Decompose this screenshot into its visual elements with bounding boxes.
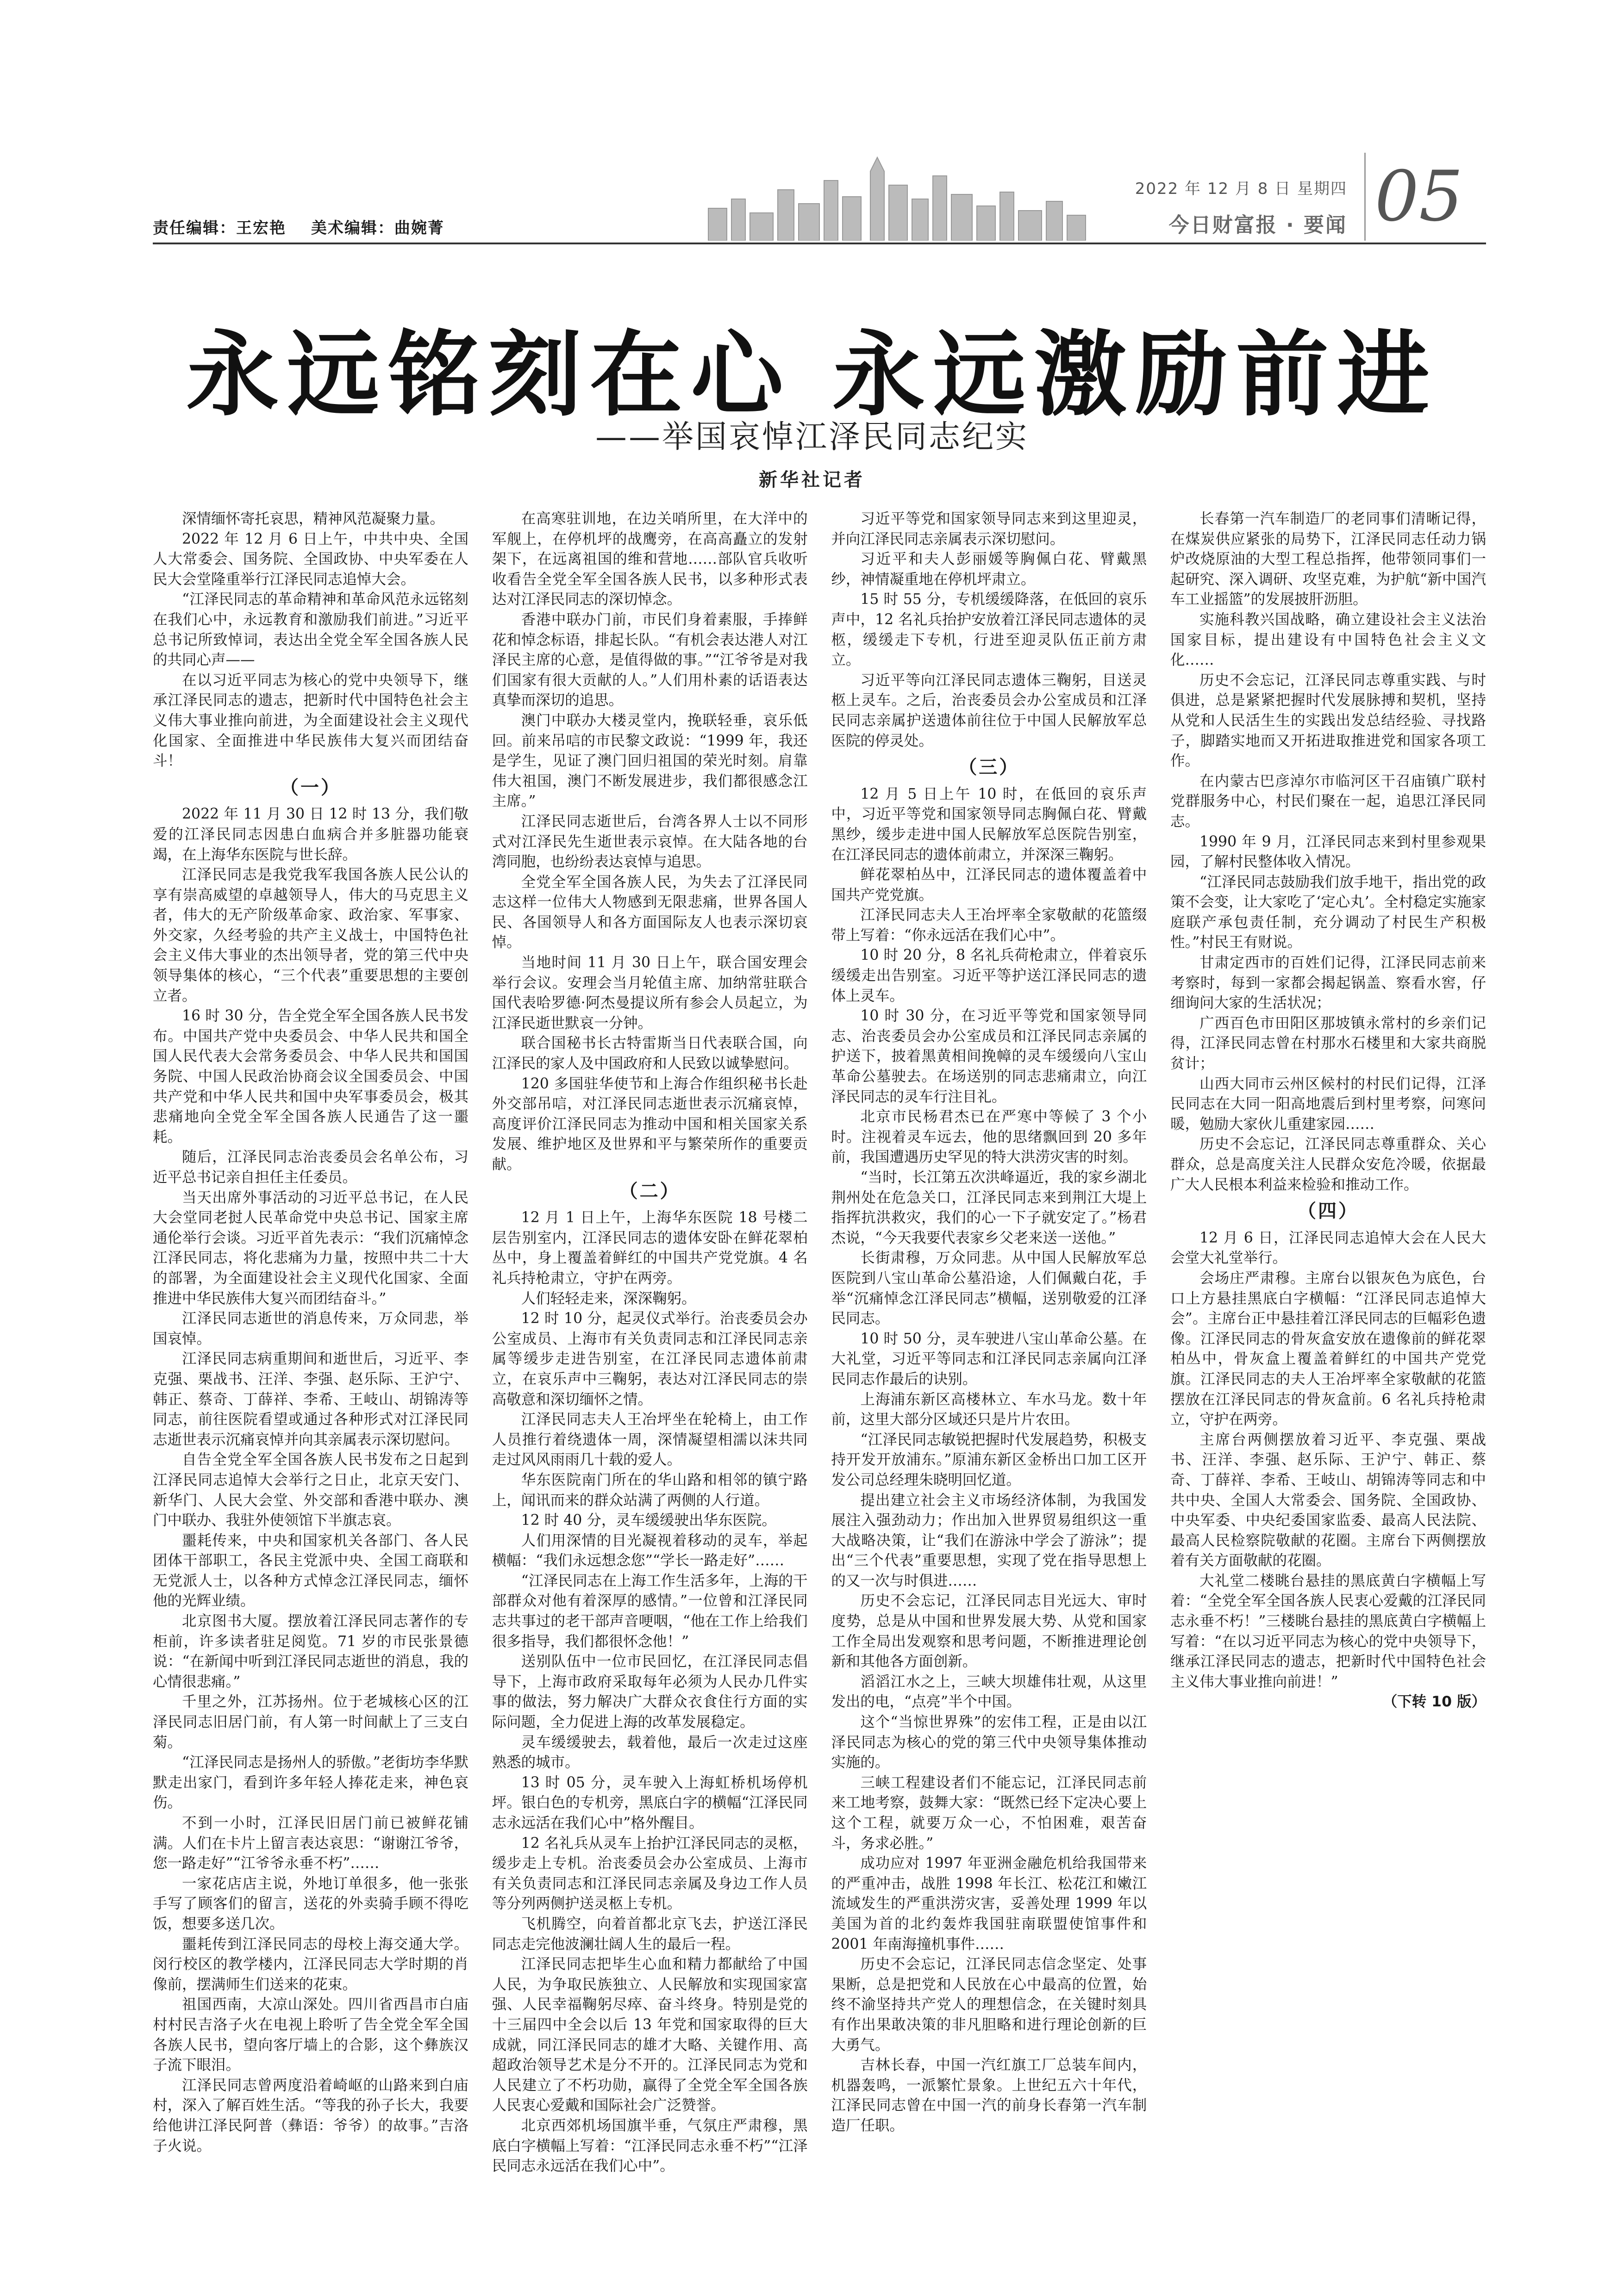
article-headline: 永远铭刻在心 永远激励前进 [186,321,1438,429]
section-heading: （四） [1297,1201,1359,1222]
article-paragraph: 千里之外，江苏扬州。位于老城核心区的江泽民同志旧居门前，有人第一时间献上了三支白菊。 [153,1693,468,1751]
article-paragraph: 历史不会忘记，江泽民同志尊重实践、与时俱进，总是紧紧把握时代发展脉搏和契机，坚持从党和人民活生生的实践出发总结经验、寻找路子，脚踏实地而又开拓进取推进党和国家各项工作。 [1170,672,1486,770]
article-paragraph: 习近平等党和国家领导同志来到这里迎灵，并向江泽民同志亲属表示深切慰问。 [831,510,1147,548]
article-paragraph: 甘肃定西市的百姓们记得，江泽民同志前来考察时，每到一家都会揭起锅盖、察看水窖，仔细询问大家的生活状况； [1170,954,1486,1012]
article-paragraph: 15 时 55 分，专机缓缓降落，在低回的哀乐声中，12 名礼兵抬护安放着江泽民同志遗体的灵柩，缓缓走下专机，行进至迎灵队伍正前方肃立。 [831,591,1147,669]
article-paragraph: 深情缅怀寄托哀思，精神风范凝聚力量。 [182,510,445,527]
article-paragraph: 山西大同市云州区候村的村民们记得，江泽民同志在大同一阳高地震后到村里考察，问寒问暖，勉励大家伙儿重建家园…… [1170,1075,1486,1132]
article-paragraph: 北京市民杨君杰已在严寒中等候了 3 个小时。注视着灵车远去，他的思绪飘回到 20 多年前，我国遭遇历史罕见的特大洪涝灾害的时刻。 [831,1108,1147,1166]
header-rule [153,243,1486,244]
article-paragraph: 不到一小时，江泽民旧居门前已被鲜花铺满。人们在卡片上留言表达哀思：“谢谢江爷爷，您一路走好”“江爷爷永垂不朽”…… [153,1815,468,1872]
article-paragraph: 人们用深情的目光凝视着移动的灵车，举起横幅：“我们永远想念您”“学长一路走好”…… [492,1532,808,1569]
article-paragraph: 12 月 6 日，江泽民同志追悼大会在人民大会堂大礼堂举行。 [1170,1229,1486,1267]
article-paragraph: 主席台两侧摆放着习近平、李克强、栗战书、汪洋、李强、赵乐际、王沪宁、韩正、蔡奇、丁薛祥、李希、王岐山、胡锦涛等同志和中共中央、全国人大常委会、国务院、全国政协、中央军委、中央纪委国家监委、最高人民法院、最高人民检察院敬献的花圈。主席台下两侧摆放着有关方面敬献的花圈。 [1170,1431,1486,1569]
article-paragraph: 吉林长春，中国一汽红旗工厂总装车间内，机器轰鸣，一派繁忙景象。上世纪五六十年代，江泽民同志曾在中国一汽的前身长春第一汽车制造厂任职。 [831,2057,1147,2134]
article-paragraph: 人们轻轻走来，深深鞠躬。 [521,1290,696,1307]
article-paragraph: 江泽民同志是我党我军我国各族人民公认的享有崇高威望的卓越领导人，伟大的马克思主义者，伟大的无产阶级革命家、政治家、军事家、外交家，久经考验的共产主义战士，中国特色社会主义伟大事业的杰出领导者，党的第三代中央领导集体的核心，“三个代表”重要思想的主要创立者。 [153,866,468,1004]
article-subheadline: ——举国哀悼江泽民同志纪实 [595,419,1029,455]
article-paragraph: 北京图书大厦。摆放着江泽民同志著作的专柜前，许多读者驻足阅览。71 岁的市民张景德说：“在新闻中听到江泽民同志逝世的消息，我的心情很悲痛。” [153,1613,468,1690]
city-skyline-illustration [694,153,1111,241]
article-paragraph: 历史不会忘记，江泽民同志尊重群众、关心群众，总是高度关注人民群众安危冷暖，依据最广大人民根本利益来检验和推动工作。 [1170,1136,1486,1193]
article-paragraph: 广西百色市田阳区那坡镇永常村的乡亲们记得，江泽民同志曾在村那水石楼里和大家共商脱贫计； [1170,1014,1486,1072]
article-paragraph: 12 时 40 分，灵车缓缓驶出华东医院。 [521,1512,776,1529]
article-paragraph: 香港中联办门前，市民们身着素服，手捧鲜花和悼念标语，排起长队。“有机会表达港人对江泽民主席的心意，是值得做的事。”“江爷爷是对我们国家有很大贡献的人。”人们用朴素的话语表达真挚而深切的追思。 [492,611,808,709]
article-paragraph: “江泽民同志鼓励我们放手地干，指出党的政策不会变，让大家吃了‘定心丸’。全村稳定实施家庭联产承包责任制，充分调动了村民生产积极性。”村民王有财说。 [1170,873,1486,951]
article-paragraph: 2022 年 11 月 30 日 12 时 13 分，我们敬爱的江泽民同志因患白血病合并多脏器功能衰竭，在上海华东医院与世长辞。 [153,806,468,863]
article-paragraph: 13 时 05 分，灵车驶入上海虹桥机场停机坪。银白色的专机旁，黑底白字的横幅“江泽民同志永远活在我们心中”格外醒目。 [492,1774,808,1831]
article-paragraph: 江泽民同志把毕生心血和精力都献给了中国人民，为争取民族独立、人民解放和实现国家富强、人民幸福鞠躬尽瘁、奋斗终身。特别是党的十三届四中全会以后 13 年党和国家取得的巨大成就，同江泽民同志的雄才大略、关键作用、高超政治领导艺术是分不开的。江泽民同志为党和人民建立了不朽功勋，赢得了全党全军全国各族人民衷心爱戴和国际社会广泛赞誉。 [492,1956,808,2114]
page-number: 05 [1364,153,1472,241]
text-column [1170,509,1486,2184]
article-paragraph: “当时，长江第五次洪峰逼近，我的家乡湖北荆州处在危急关口，江泽民同志来到荆江大堤上指挥抗洪救灾，我们的心一下子就安定了。”杨君杰说，“今天我要代表家乡父老来送一送他。” [831,1169,1147,1246]
text-column [831,509,1147,2184]
article-paragraph: 大礼堂二楼眺台悬挂的黑底黄白字横幅上写着：“全党全军全国各族人民衷心爱戴的江泽民同志永垂不朽！”三楼眺台悬挂的黑底黄白字横幅上写着：“在以习近平同志为核心的党中央领导下，继承江泽民同志的遗志，把新时代中国特色社会主义伟大事业推向前进！” [1170,1572,1486,1690]
section-heading: （三） [958,757,1020,778]
article-paragraph: 自告全党全军全国各族人民书发布之日起到江泽民同志追悼大会举行之日止，北京天安门、新华门、人民大会堂、外交部和香港中联办、澳门中联办、我驻外使领馆下半旗志哀。 [153,1451,468,1529]
article-paragraph: 会场庄严肃穆。主席台以银灰色为底色，台口上方悬挂黑底白字横幅：“江泽民同志追悼大会”。主席台正中悬挂着江泽民同志的巨幅彩色遗像。江泽民同志的骨灰盒安放在遗像前的鲜花翠柏丛中，骨灰盒上覆盖着鲜红的中国共产党党旗。江泽民同志的夫人王冶坪率全家敬献的花篮摆放在江泽民同志的骨灰盒前。6 名礼兵持枪肃立，守护在两旁。 [1170,1269,1486,1428]
article-paragraph: 江泽民同志夫人王冶坪坐在轮椅上，由工作人员推行着绕遗体一周，深情凝望相濡以沫共同走过风风雨雨几十载的爱人。 [492,1411,808,1468]
article-paragraph: 12 月 1 日上午，上海华东医院 18 号楼二层告别室内，江泽民同志的遗体安卧在鲜花翠柏丛中，身上覆盖着鲜红的中国共产党党旗。4 名礼兵持枪肃立，守护在两旁。 [492,1209,808,1287]
article-paragraph: 10 时 50 分，灵车驶进八宝山革命公墓。在大礼堂，习近平等同志和江泽民同志亲属向江泽民同志作最后的诀别。 [831,1330,1147,1388]
article-paragraph: 灵车缓缓驶去，载着他，最后一次走过这座熟悉的城市。 [492,1734,808,1771]
article-paragraph: 江泽民同志病重期间和逝世后，习近平、李克强、栗战书、汪洋、李强、赵乐际、王沪宁、韩正、蔡奇、丁薛祥、李希、王岐山、胡锦涛等同志，前往医院看望或通过各种形式对江泽民同志逝世表示沉痛哀悼并向其亲属表示深切慰问。 [153,1350,468,1448]
article-paragraph: 江泽民同志逝世的消息传来，万众同悲，举国哀悼。 [153,1310,468,1347]
article-paragraph: 提出建立社会主义市场经济体制，为我国发展注入强劲动力；作出加入世界贸易组织这一重大战略决策，让“我们在游泳中学会了游泳”；提出“三个代表”重要思想，实现了党在指导思想上的又一次与时俱进…… [831,1492,1147,1589]
article-paragraph: 习近平等向江泽民同志遗体三鞠躬，目送灵柩上灵车。之后，治丧委员会办公室成员和江泽民同志亲属护送遗体前往位于中国人民解放军总医院的停灵处。 [831,672,1147,749]
article-paragraph: 鲜花翠柏丛中，江泽民同志的遗体覆盖着中国共产党党旗。 [831,866,1147,903]
article-paragraph: 当地时间 11 月 30 日上午，联合国安理会举行会议。安理会当月轮值主席、加纳常驻联合国代表哈罗德·阿杰曼提议所有参会人员起立，为江泽民逝世默哀一分钟。 [492,954,808,1032]
article-paragraph: 送别队伍中一位市民回忆，在江泽民同志倡导下，上海市政府采取每年必须为人民办几件实事的做法，努力解决广大群众衣食住行方面的实际问题，全力促进上海的改革发展稳定。 [492,1653,808,1731]
continued-on-page: （下转 10 版） [1382,1693,1486,1711]
article-paragraph: 长春第一汽车制造厂的老同事们清晰记得，在煤炭供应紧张的局势下，江泽民同志任动力锅炉改烧原油的大型工程总指挥，他带领同事们一起研究、深入调研、攻坚克难，为护航“新中国汽车工业摇篮”的发展披肝沥胆。 [1170,510,1486,608]
article-paragraph: 澳门中联办大楼灵堂内，挽联轻垂，哀乐低回。前来吊唁的市民黎文政说：“1999 年，我还是学生，见证了澳门回归祖国的荣光时刻。肩靠伟大祖国，澳门不断发展进步，我们都很感念江主席。” [492,712,808,810]
article-paragraph: 在内蒙古巴彦淖尔市临河区干召庙镇广联村党群服务中心，村民们聚在一起，追思江泽民同志。 [1170,772,1486,830]
article-paragraph: 噩耗传到江泽民同志的母校上海交通大学。闵行校区的教学楼内，江泽民同志大学时期的肖像前，摆满师生们送来的花束。 [153,1935,468,1993]
article-paragraph: 10 时 20 分，8 名礼兵荷枪肃立，伴着哀乐缓缓走出告别室。习近平等护送江泽民同志的遗体上灵车。 [831,947,1147,1004]
article-paragraph: 飞机腾空，向着首都北京飞去，护送江泽民同志走完他波澜壮阔人生的最后一程。 [492,1915,808,1953]
article-paragraph: 北京西郊机场国旗半垂，气氛庄严肃穆，黑底白字横幅上写着：“江泽民同志永垂不朽”“江泽民同志永远活在我们心中”。 [492,2117,808,2175]
article-paragraph: “江泽民同志的革命精神和革命风范永远铭刻在我们心中，永远教育和激励我们前进。”习近平总书记所致悼词，表达出全党全军全国各族人民的共同心声—— [153,591,468,669]
section-heading: （二） [619,1180,681,1202]
article-paragraph: 成功应对 1997 年亚洲金融危机给我国带来的严重冲击，战胜 1998 年长江、松花江和嫩江流域发生的严重洪涝灾害，妥善处理 1999 年以美国为首的北约轰炸我国驻南联盟使馆事件和 2001 年南海撞机事件…… [831,1855,1147,1953]
article-paragraph: 长街肃穆，万众同悲。从中国人民解放军总医院到八宝山革命公墓沿途，人们佩戴白花，手举“沉痛悼念江泽民同志”横幅，送别敬爱的江泽民同志。 [831,1250,1147,1327]
article-paragraph: 10 时 30 分，在习近平等党和国家领导同志、治丧委员会办公室成员和江泽民同志亲属的护送下，披着黑黄相间挽幛的灵车缓缓向八宝山革命公墓驶去。在场送别的同志悲痛肃立，向江泽民同志的灵车行注目礼。 [831,1008,1147,1105]
article-paragraph: 12 月 5 日上午 10 时，在低回的哀乐声中，习近平等党和国家领导同志胸佩白花、臂戴黑纱，缓步走进中国人民解放军总医院告别室，在江泽民同志的遗体前肃立，并深深三鞠躬。 [831,785,1147,863]
article-paragraph: 120 多国驻华使节和上海合作组织秘书长赴外交部吊唁，对江泽民同志逝世表示沉痛哀悼，高度评价江泽民同志为推动中国和相关国家关系发展、维护地区及世界和平与繁荣所作的重要贡献。 [492,1075,808,1173]
article-paragraph: 2022 年 12 月 6 日上午，中共中央、全国人大常委会、国务院、全国政协、中央军委在人民大会堂隆重举行江泽民同志追悼大会。 [153,530,468,588]
text-column [492,509,808,2184]
issue-date: 2022 年 12 月 8 日 星期四 [1135,180,1347,198]
article-paragraph: 历史不会忘记，江泽民同志信念坚定、处事果断，总是把党和人民放在心中最高的位置，始终不渝坚持共产党人的理想信念，在关键时刻具有作出果敢决策的非凡胆略和进行理论创新的巨大勇气。 [831,1956,1147,2053]
article-paragraph: 12 时 10 分，起灵仪式举行。治丧委员会办公室成员、上海市有关负责同志和江泽民同志亲属等缓步走进告别室，在江泽民同志遗体前肃立，在哀乐声中三鞠躬，表达对江泽民同志的崇高敬意和深切缅怀之情。 [492,1310,808,1408]
page-header [144,153,1486,259]
article-paragraph: 三峡工程建设者们不能忘记，江泽民同志前来工地考察，鼓舞大家：“既然已经下定决心要上这个工程，就要万众一心，不怕困难，艰苦奋斗，务求必胜。” [831,1774,1147,1852]
article-paragraph: 上海浦东新区高楼林立、车水马龙。数十年前，这里大部分区域还只是片片农田。 [831,1391,1147,1428]
article-paragraph: 全党全军全国各族人民，为失去了江泽民同志这样一位伟大人物感到无限悲痛，世界各国人民、各国领导人和各方面国际友人也表示深切哀悼。 [492,873,808,951]
responsible-editor: 责任编辑：王宏艳 [153,219,286,237]
article-paragraph: 祖国西南，大凉山深处。四川省西昌市白庙村村民吉洛子火在电视上聆听了告全党全军全国各族人民书，望向客厅墙上的合影，这个彝族汉子流下眼泪。 [153,1996,468,2074]
article-paragraph: 一家花店店主说，外地订单很多，他一张张手写了顾客们的留言，送花的外卖骑手顾不得吃饭，想要多送几次。 [153,1875,468,1932]
article-paragraph: 在高寒驻训地，在边关哨所里，在大洋中的军舰上，在停机坪的战鹰旁，在高高矗立的发射架下，在远离祖国的维和营地……部队官兵收听收看告全党全军全国各族人民书，以多种形式表达对江泽民同志的深切悼念。 [492,510,808,608]
article-paragraph: 江泽民同志逝世后，台湾各界人士以不同形式对江泽民先生逝世表示哀悼。在大陆各地的台湾同胞，也纷纷表达哀悼与追思。 [492,813,808,871]
article-paragraph: 在以习近平同志为核心的党中央领导下，继承江泽民同志的遗志，把新时代中国特色社会主义伟大事业推向前进，为全面建设社会主义现代化国家、全面推进中华民族伟大复兴而团结奋斗！ [153,672,468,770]
text-column [153,509,468,2184]
article-paragraph: 12 名礼兵从灵车上抬护江泽民同志的灵柩，缓步走上专机。治丧委员会办公室成员、上海市有关负责同志和江泽民同志亲属及身边工作人员等分列两侧护送灵柩上专机。 [492,1835,808,1912]
article-paragraph: “江泽民同志在上海工作生活多年，上海的干部群众对他有着深厚的感情。”一位曾和江泽民同志共事过的老干部声音哽咽，“他在工作上给我们很多指导，我们都很怀念他！” [492,1572,808,1650]
article-paragraph: 联合国秘书长古特雷斯当日代表联合国，向江泽民的家人及中国政府和人民致以诚挚慰问。 [492,1035,808,1072]
article-paragraph: 滔滔江水之上，三峡大坝雄伟壮观，从这里发出的电，“点亮”半个中国。 [831,1673,1147,1711]
article-paragraph: 16 时 30 分，告全党全军全国各族人民书发布。中国共产党中央委员会、中华人民共和国全国人民代表大会常务委员会、中华人民共和国国务院、中国人民政治协商会议全国委员会、中国共产党和中华人民共和国中央军事委员会，极其悲痛地向全党全军全国各族人民通告了这一噩耗。 [153,1008,468,1145]
article-paragraph: 历史不会忘记，江泽民同志目光远大、审时度势，总是从中国和世界发展大势、从党和国家工作全局出发观察和思考问题，不断推进理论创新和其他各方面创新。 [831,1593,1147,1670]
article-paragraph: “江泽民同志敏锐把握时代发展趋势，积极支持开发开放浦东。”原浦东新区金桥出口加工区开发公司总经理朱晓明回忆道。 [831,1431,1147,1488]
article-paragraph: 习近平和夫人彭丽媛等胸佩白花、臂戴黑纱，神情凝重地在停机坪肃立。 [831,551,1147,588]
art-editor: 美术编辑：曲婉菁 [311,219,444,237]
article-paragraph: 当天出席外事活动的习近平总书记，在人民大会堂同老挝人民革命党中央总书记、国家主席通伦举行会谈。习近平首先表示：“我们沉痛悼念江泽民同志，将化悲痛为力量，按照中共二十大的部署，为全面建设社会主义现代化国家、全面推进中华民族伟大复兴而团结奋斗。” [153,1189,468,1307]
article-byline: 新华社记者 [759,469,865,491]
article-paragraph: 噩耗传来，中央和国家机关各部门、各人民团体干部职工，各民主党派中央、全国工商联和无党派人士，以各种方式悼念江泽民同志，缅怀他的光辉业绩。 [153,1532,468,1610]
article-paragraph: 1990 年 9 月，江泽民同志来到村里参观果园，了解村民整体收入情况。 [1170,833,1486,871]
article-body [153,509,1486,2184]
article-paragraph: 实施科教兴国战略，确立建设社会主义法治国家目标，提出建设有中国特色社会主义文化…… [1170,611,1486,669]
article-paragraph: 江泽民同志夫人王冶坪率全家敬献的花篮缀带上写着：“你永远活在我们心中”。 [831,907,1147,944]
article-paragraph: “江泽民同志是扬州人的骄傲。”老街坊李华默默走出家门，看到许多年轻人捧花走来，神色哀伤。 [153,1754,468,1811]
article-paragraph: 这个“当惊世界殊”的宏伟工程，正是由以江泽民同志为核心的党的第三代中央领导集体推动实施的。 [831,1714,1147,1771]
article-paragraph: 江泽民同志曾两度沿着崎岖的山路来到白庙村，深入了解百姓生活。“等我的孙子长大，我要给他讲江泽民阿普（彝语：爷爷）的故事。”吉洛子火说。 [153,2077,468,2154]
paper-section-name: 今日财富报 · 要闻 [1168,213,1347,237]
article-paragraph: 华东医院南门所在的华山路和相邻的镇宁路上，闻讯而来的群众站满了两侧的人行道。 [492,1471,808,1509]
article-paragraph: 随后，江泽民同志治丧委员会名单公布，习近平总书记亲自担任主任委员。 [153,1149,468,1186]
editor-credits [153,215,463,238]
section-heading: （一） [280,777,341,798]
